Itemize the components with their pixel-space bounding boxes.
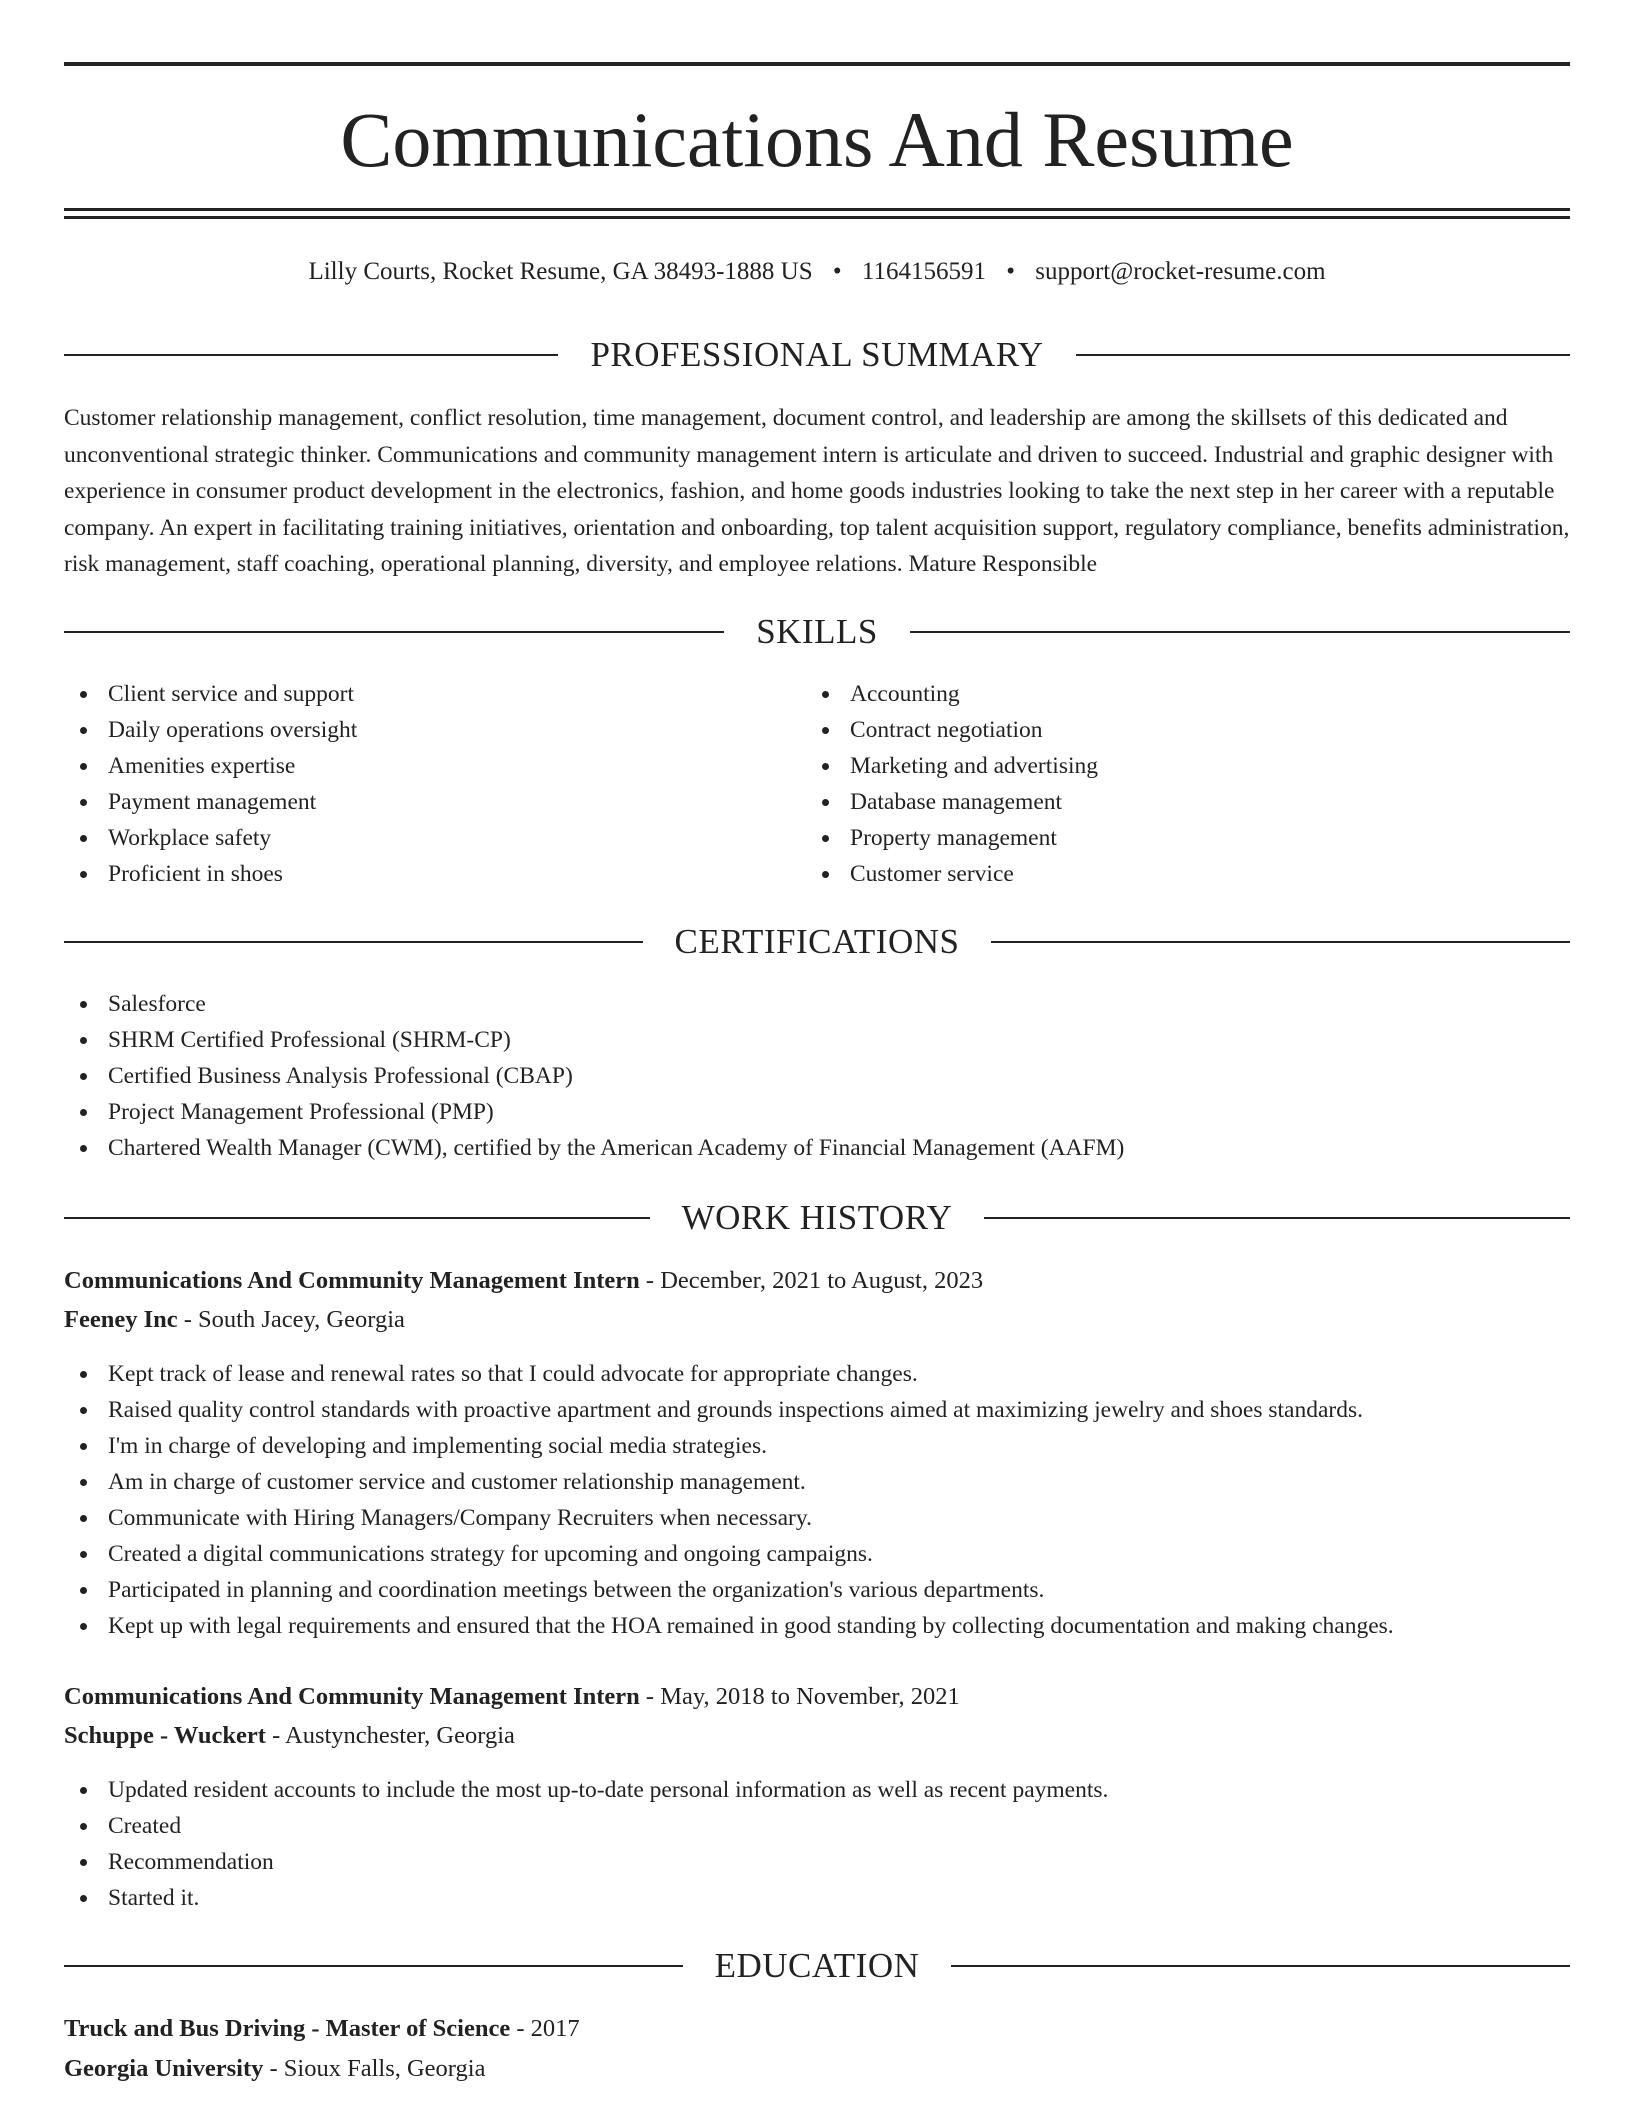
- job-bullet: I'm in charge of developing and implementing social media strategies.: [64, 1428, 1570, 1464]
- job-location: - South Jacey, Georgia: [177, 1306, 405, 1333]
- job-company-line: [64, 1301, 405, 1339]
- skill-item: Contract negotiation: [806, 712, 1546, 748]
- job-title: Communications And Community Management Intern: [64, 1267, 640, 1294]
- skill-item: Marketing and advertising: [806, 748, 1546, 784]
- education-location: - Sioux Falls, Georgia: [263, 2055, 486, 2082]
- education-degree: Truck and Bus Driving - Master of Science: [64, 2015, 511, 2042]
- job-bullet: Updated resident accounts to include the most up-to-date personal information as well as recent payments.: [64, 1772, 1570, 1808]
- heading-rule-right: [991, 941, 1570, 943]
- skills-list-left: [64, 676, 804, 892]
- summary-heading: [64, 331, 1570, 379]
- skill-item: Workplace safety: [64, 820, 804, 856]
- skill-item: Customer service: [806, 856, 1546, 892]
- work-history-heading: [64, 1194, 1570, 1242]
- heading-rule-right: [951, 1965, 1570, 1967]
- heading-rule-left: [64, 1965, 683, 1967]
- contact-email: support@rocket-resume.com: [1035, 258, 1326, 285]
- section-title: PROFESSIONAL SUMMARY: [590, 335, 1044, 374]
- skill-item: Daily operations oversight: [64, 712, 804, 748]
- job-bullet: Kept up with legal requirements and ensured that the HOA remained in good standing by collecting documentation and making changes.: [64, 1608, 1570, 1644]
- skills-list-right: [806, 676, 1546, 892]
- skill-item: Client service and support: [64, 676, 804, 712]
- section-title: WORK HISTORY: [681, 1198, 953, 1237]
- job-dates: - December, 2021 to August, 2023: [639, 1267, 984, 1294]
- job-bullet: Communicate with Hiring Managers/Company Recruiters when necessary.: [64, 1500, 1570, 1536]
- heading-rule-left: [64, 354, 558, 356]
- certifications-list: [64, 986, 1570, 1166]
- heading-rule-left: [64, 1217, 650, 1219]
- education-degree-line: [64, 2010, 580, 2048]
- job-title: Communications And Community Management Intern: [64, 1683, 640, 1710]
- job-bullets: [64, 1356, 1570, 1644]
- job-title-line: [64, 1678, 960, 1716]
- skill-item: Payment management: [64, 784, 804, 820]
- job-location: - Austynchester, Georgia: [265, 1722, 515, 1749]
- section-title: CERTIFICATIONS: [674, 922, 960, 961]
- heading-rule-right: [984, 1217, 1570, 1219]
- section-title: EDUCATION: [714, 1946, 920, 1985]
- heading-rule-right: [910, 631, 1570, 633]
- skills-heading: [64, 608, 1570, 656]
- job-bullet: Created a digital communications strategy for upcoming and ongoing campaigns.: [64, 1536, 1570, 1572]
- job-bullets: [64, 1772, 1570, 1916]
- summary-text: Customer relationship management, conflict resolution, time management, document control, and leadership are among the skillsets of this dedicated and unconventional strategic thinker. Communications and community management intern is articulate and driven to succeed. Industrial and graphic designer with experience in consumer product development in the electronics, fashion, and home goods industries looking to take the next step in her career with a reputable company. An expert in facilitating training initiatives, orientation and onboarding, top talent acquisition support, regulatory compliance, benefits administration, risk management, staff coaching, operational planning, diversity, and employee relations. Mature Responsible: [64, 405, 1570, 577]
- job-company: Feeney Inc: [64, 1306, 178, 1333]
- name-double-rule-bottom: [64, 216, 1570, 219]
- job-bullet: Created: [64, 1808, 1570, 1844]
- education-school: Georgia University: [64, 2055, 264, 2082]
- job-bullet: Raised quality control standards with proactive apartment and grounds inspections aimed at maximizing jewelry and shoes standards.: [64, 1392, 1570, 1428]
- certifications-heading: [64, 918, 1570, 966]
- contact-separator: •: [832, 258, 842, 285]
- job-bullet: Kept track of lease and renewal rates so that I could advocate for appropriate changes.: [64, 1356, 1570, 1392]
- job-bullet: Recommendation: [64, 1844, 1570, 1880]
- skill-item: Accounting: [806, 676, 1546, 712]
- resume-name: Communications And Resume: [340, 96, 1294, 183]
- job-bullet: Am in charge of customer service and customer relationship management.: [64, 1464, 1570, 1500]
- contact-line: [64, 254, 1570, 290]
- heading-rule-right: [1076, 354, 1570, 356]
- job-bullet: Participated in planning and coordination meetings between the organization's various departments.: [64, 1572, 1570, 1608]
- job-dates: - May, 2018 to November, 2021: [639, 1683, 960, 1710]
- education-school-line: [64, 2050, 485, 2088]
- education-year: - 2017: [510, 2015, 580, 2042]
- certification-item: Salesforce: [64, 986, 1570, 1022]
- heading-rule-left: [64, 631, 724, 633]
- name-double-rule-top: [64, 208, 1570, 211]
- job-company: Schuppe - Wuckert: [64, 1722, 266, 1749]
- skill-item: Amenities expertise: [64, 748, 804, 784]
- certification-item: SHRM Certified Professional (SHRM-CP): [64, 1022, 1570, 1058]
- job-bullet: Started it.: [64, 1880, 1570, 1916]
- section-title: SKILLS: [756, 612, 878, 651]
- job-company-line: [64, 1717, 515, 1755]
- certification-item: Project Management Professional (PMP): [64, 1094, 1570, 1130]
- contact-phone: 1164156591: [861, 258, 986, 285]
- certification-item: Chartered Wealth Manager (CWM), certified by the American Academy of Financial Management (AAFM): [64, 1130, 1570, 1166]
- heading-rule-left: [64, 941, 643, 943]
- certification-item: Certified Business Analysis Professional (CBAP): [64, 1058, 1570, 1094]
- skill-item: Property management: [806, 820, 1546, 856]
- contact-address: Lilly Courts, Rocket Resume, GA 38493-1888 US: [308, 258, 813, 285]
- education-heading: [64, 1942, 1570, 1990]
- skill-item: Proficient in shoes: [64, 856, 804, 892]
- contact-separator: •: [1006, 258, 1015, 285]
- top-rule: [64, 62, 1570, 66]
- skill-item: Database management: [806, 784, 1546, 820]
- job-title-line: [64, 1262, 983, 1300]
